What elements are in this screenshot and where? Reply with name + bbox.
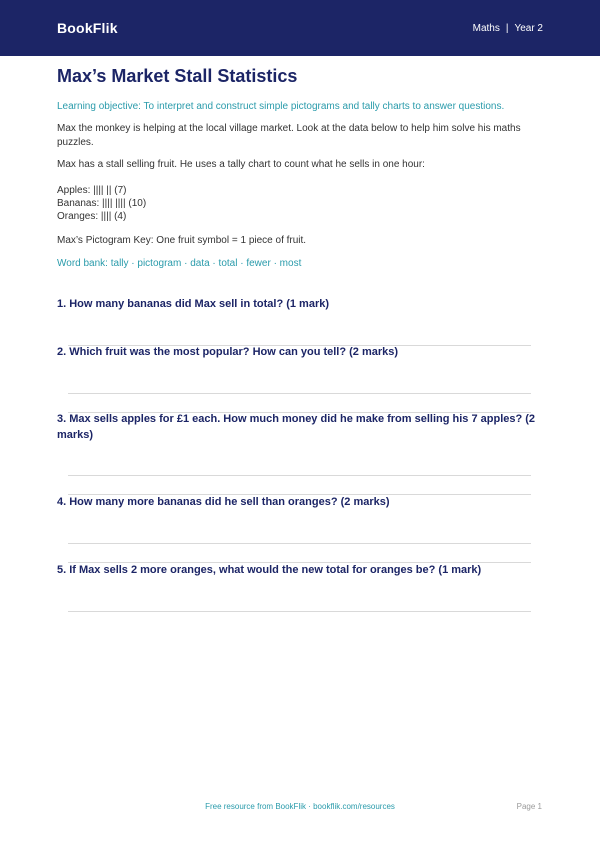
page-title: Max’s Market Stall Statistics (57, 66, 298, 86)
tally-row-apples: Apples: |||| || (7) (57, 185, 127, 196)
question-4: 4. How many more bananas did he sell than oranges? (2 marks) (57, 496, 390, 508)
answer-line-4a[interactable] (68, 543, 531, 544)
header-meta (473, 23, 543, 34)
footer-link[interactable]: Free resource from BookFlik · bookflik.com/resources (205, 802, 395, 811)
answer-line-5[interactable] (68, 611, 531, 612)
tally-chart (57, 184, 543, 223)
page-header (0, 0, 600, 56)
subject-label: Maths (472, 22, 500, 34)
stall-text: Max has a stall selling fruit. He uses a tally chart to count what he sells in one hour: (57, 159, 425, 170)
question-2: 2. Which fruit was the most popular? How can you tell? (2 marks) (57, 346, 399, 358)
worksheet-intro (57, 66, 543, 289)
intro-text: Max the monkey is helping at the local village market. Look at the data below to help him solve his maths puzzles. (57, 123, 521, 148)
question-1: 1. How many bananas did Max sell in total? (1 mark) (57, 298, 330, 310)
word-bank: Word bank: tally · pictogram · data · total · fewer · most (57, 258, 302, 269)
tally-row-bananas: Bananas: |||| |||| (10) (57, 198, 147, 209)
question-5: 5. If Max sells 2 more oranges, what would the new total for oranges be? (1 mark) (57, 564, 482, 576)
learning-objective: Learning objective: To interpret and construct simple pictograms and tally charts to answer questions. (57, 101, 505, 112)
page-number: Page 1 (516, 802, 542, 811)
year-label: Year 2 (514, 22, 543, 34)
pictogram-key: Max’s Pictogram Key: One fruit symbol = 1 piece of fruit. (57, 235, 307, 246)
brand-logo[interactable]: BookFlik (57, 20, 118, 36)
meta-separator: | (505, 22, 509, 34)
question-3: 3. Max sells apples for £1 each. How much money did he make from selling his 7 apples? (2 marks) (57, 413, 536, 441)
answer-line-3a[interactable] (68, 475, 531, 476)
answer-line-2a[interactable] (68, 393, 531, 394)
tally-row-oranges: Oranges: |||| (4) (57, 211, 127, 222)
